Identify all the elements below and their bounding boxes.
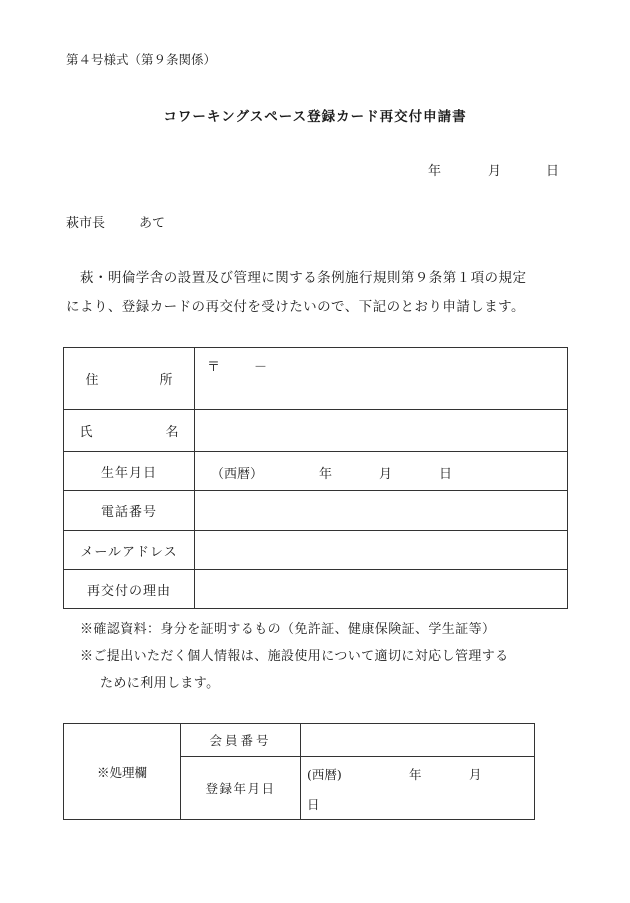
processing-table — [63, 723, 535, 820]
date-year: 年 — [428, 164, 442, 179]
date-day: 日 — [546, 164, 560, 179]
form-number: 第４号様式（第９条関係） — [66, 52, 217, 67]
birthdate-field[interactable] — [195, 452, 568, 491]
registration-date-label: 登録年月日 — [181, 757, 301, 820]
address-row — [64, 348, 568, 410]
processing-header: ※処理欄 — [64, 724, 181, 820]
email-row — [64, 531, 568, 570]
phone-row — [64, 491, 568, 531]
addressee-suffix: あて — [139, 216, 166, 231]
postal-code — [207, 356, 267, 375]
note-privacy-line-2: ために利用します。 — [100, 676, 220, 691]
body-text-line-1: 萩・明倫学舎の設置及び管理に関する条例施行規則第９条第１項の規定 — [80, 270, 527, 286]
document-title: コワーキングスペース登録カード再交付申請書 — [163, 109, 467, 125]
name-label: 氏 名 — [79, 425, 209, 440]
postal-dash: － — [254, 360, 268, 375]
addressee — [66, 212, 165, 231]
birthdate-year: 年 — [319, 467, 333, 482]
address-label: 住 所 — [85, 373, 197, 388]
email-label: メールアドレス — [64, 531, 195, 570]
birthdate-era: （西暦） — [211, 467, 264, 482]
reason-label: 再交付の理由 — [64, 570, 195, 609]
phone-field[interactable] — [195, 491, 568, 531]
birthdate-label: 生年月日 — [64, 452, 195, 491]
postal-mark: 〒 — [207, 360, 221, 375]
application-form-table — [63, 347, 568, 609]
name-field[interactable] — [195, 410, 568, 452]
reason-row — [64, 570, 568, 609]
reg-date-month: 月 — [469, 767, 482, 782]
reg-date-era: (西暦) — [307, 767, 342, 782]
birthdate-row — [64, 452, 568, 491]
note-id-documents: ※確認資料：身分を証明するもの（免許証、健康保険証、学生証等） — [80, 622, 496, 637]
body-text-line-2: により、登録カードの再交付を受けたいので、下記のとおり申請します。 — [66, 299, 525, 315]
birthdate-day: 日 — [439, 467, 453, 482]
email-field[interactable] — [195, 531, 568, 570]
registration-date-field[interactable] — [301, 757, 535, 820]
addressee-name: 萩市長 — [66, 216, 106, 231]
reason-field[interactable] — [195, 570, 568, 609]
address-field[interactable] — [195, 348, 568, 410]
name-row — [64, 410, 568, 452]
reg-date-year: 年 — [409, 767, 422, 782]
reg-date-day: 日 — [307, 797, 320, 812]
date-month: 月 — [488, 164, 502, 179]
birthdate-month: 月 — [379, 467, 393, 482]
note-privacy-line-1: ※ご提出いただく個人情報は、施設使用について適切に対応し管理する — [80, 649, 509, 664]
member-number-label: 会員番号 — [181, 724, 301, 757]
member-number-field[interactable] — [301, 724, 535, 757]
phone-label: 電話番号 — [64, 491, 195, 531]
